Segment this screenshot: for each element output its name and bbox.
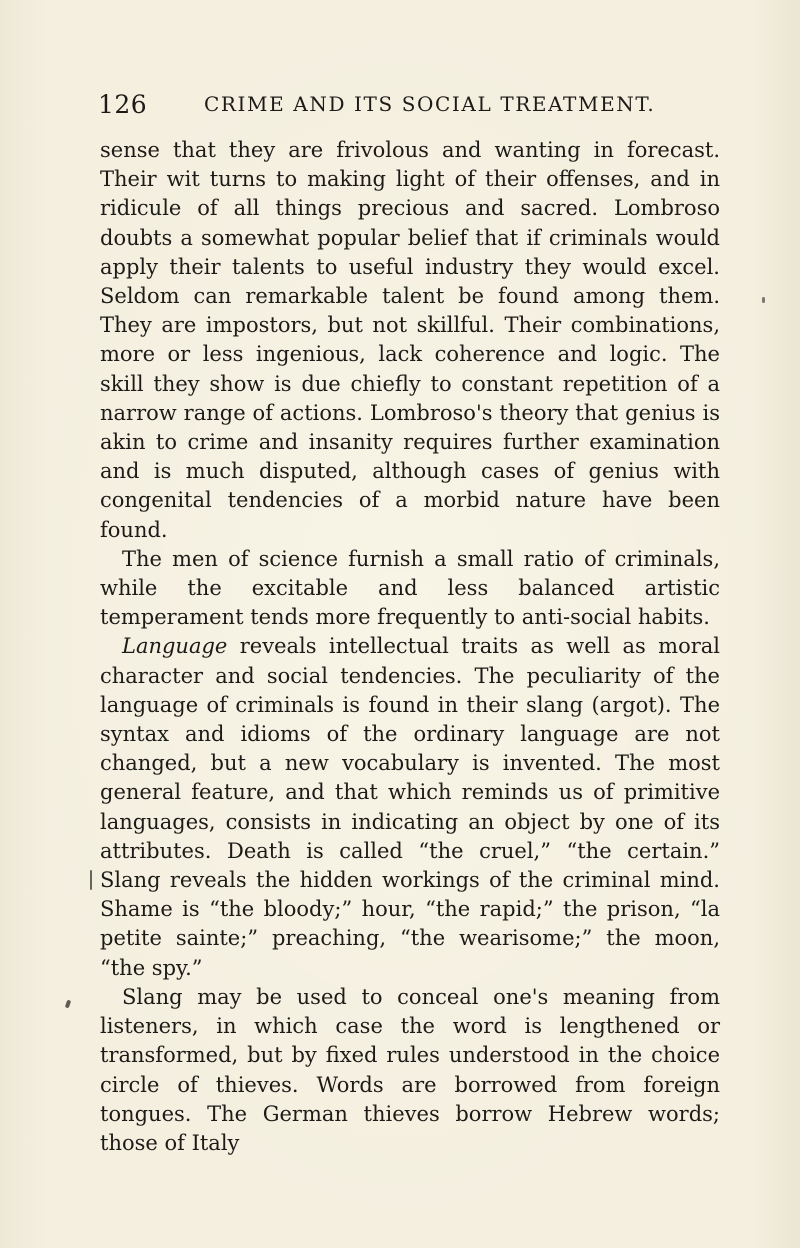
running-head: CRIME AND ITS SOCIAL TREATMENT. bbox=[204, 92, 656, 116]
page-header bbox=[0, 82, 800, 122]
paragraph-1: sense that they are frivolous and wanting in forecast. Their wit turns to making light of their offenses, and in ridicule of all things precious and sacred. Lombroso doubts a somewhat popular belief that if criminals would apply their talents to useful industry they would excel. Seldom can remarkable talent be found among them. They are impostors, but not skillful. Their combinations, more or less ingenious, lack coherence and logic. The skill they show is due chiefly to constant repetition of a narrow range of actions. Lombroso's theory that genius is akin to crime and insanity requires further examination and is much disputed, although cases of genius with congenital tendencies of a morbid nature have been found. bbox=[100, 138, 720, 542]
ink-speck bbox=[762, 297, 765, 303]
paragraph-3-text: reveals intellectual traits as well as moral character and social tendencies. The peculiarity of the language of criminals is found in their slang (argot). The syntax and idioms of the ordinary language are not changed, but a new vocabulary is invented. The most general feature, and that which reminds us of primitive languages, consists in indicating an object by one of its attributes. Death is called “the cruel,” “the certain.” Slang reveals the hidden workings of the criminal mind. Shame is “the bloody;” hour, “the rapid;” the prison, “la petite sainte;” preaching, “the wearisome;” the moon, “the spy.” bbox=[100, 634, 720, 980]
ink-speck bbox=[90, 870, 92, 890]
page-number: 126 bbox=[98, 90, 148, 119]
body-text bbox=[100, 136, 720, 1158]
paragraph-4: Slang may be used to conceal one's meaning from listeners, in which case the word is lengthened or transformed, but by fixed rules understood in the choice circle of thieves. Words are borrowed from foreign tongues. The German thieves borrow Hebrew words; those of Italy bbox=[100, 984, 720, 1155]
ink-speck bbox=[65, 1000, 71, 1009]
paragraph-2: The men of science furnish a small ratio of criminals, while the excitable and less balanced artistic temperament tends more frequently to anti-social habits. bbox=[100, 546, 720, 630]
paragraph-3-italic-term: Language bbox=[122, 634, 228, 659]
paragraph-3 bbox=[100, 632, 720, 982]
